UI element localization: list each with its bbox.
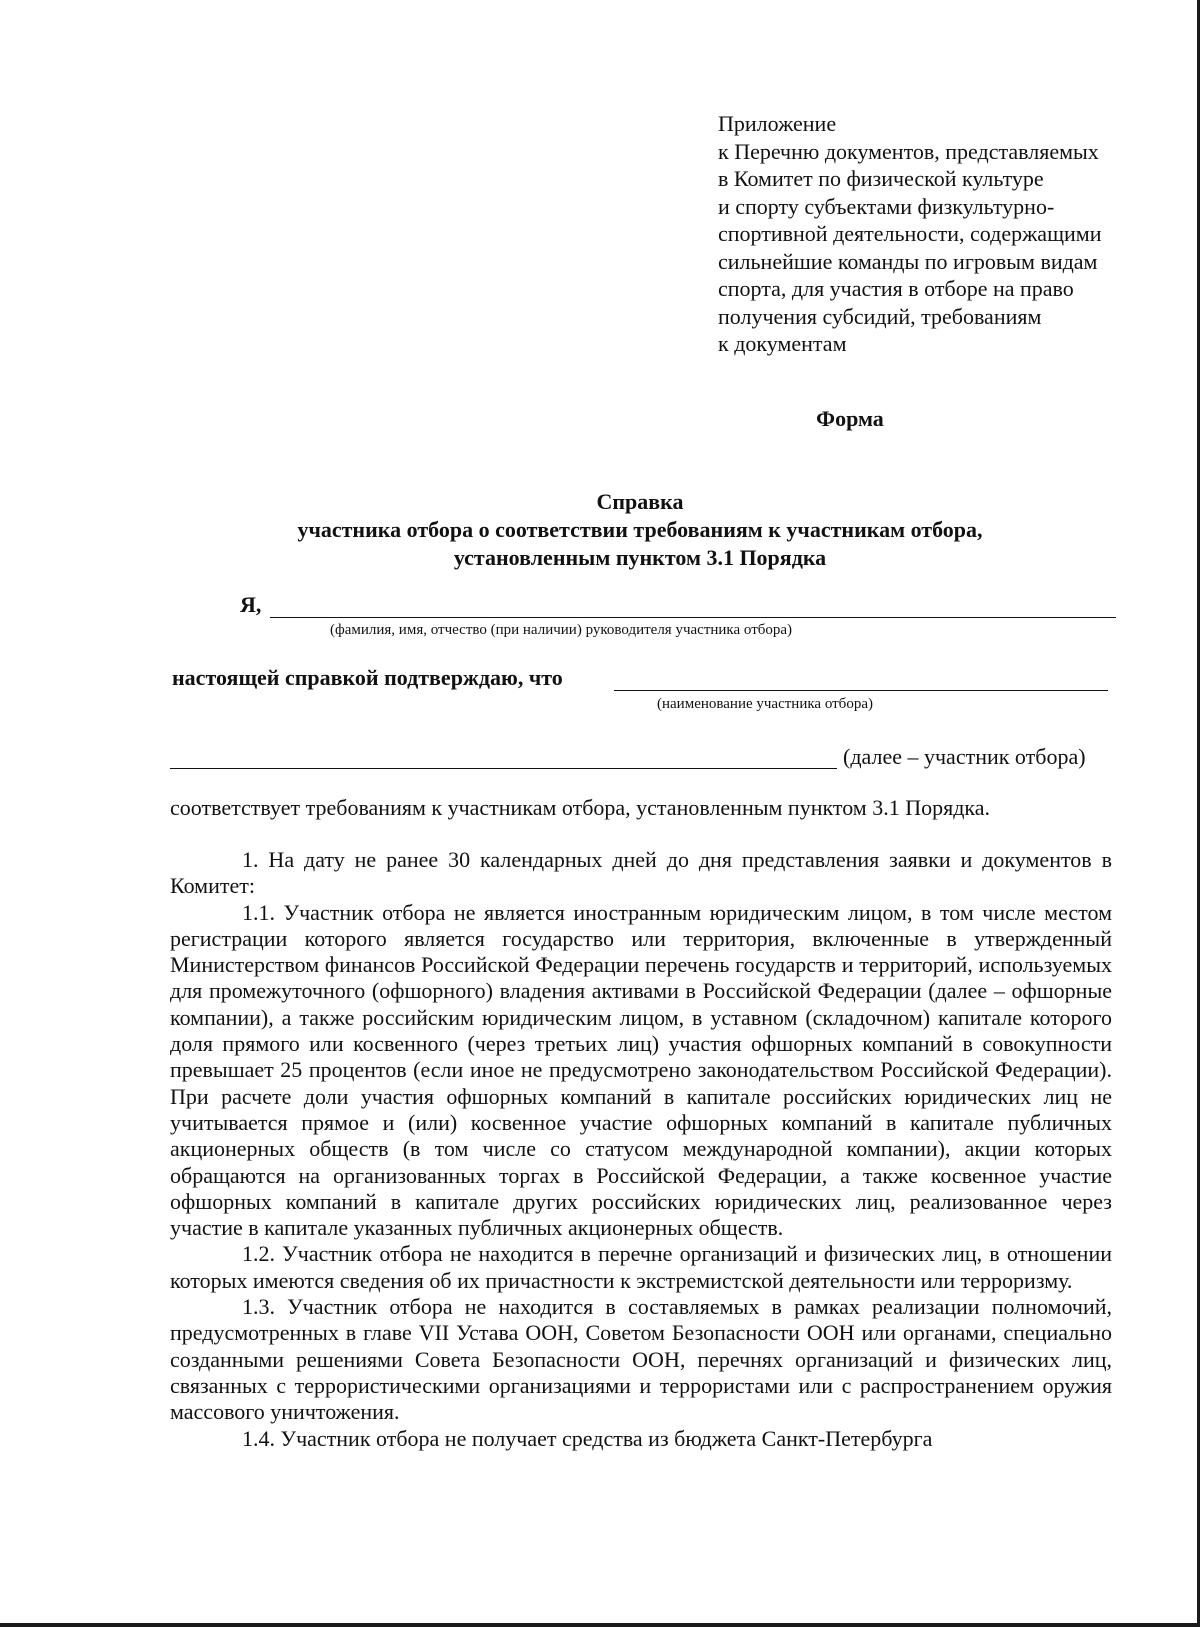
paragraph-1-4: 1.4. Участник отбора не получает средства из бюджета Санкт-Петербурга bbox=[242, 1425, 933, 1451]
appendix-line: к документам bbox=[718, 331, 847, 356]
participant-name-continued-field[interactable] bbox=[170, 768, 837, 769]
requirements-list bbox=[170, 847, 1112, 1452]
appendix-line: к Перечню документов, представляемых bbox=[718, 138, 1099, 164]
conformance-statement: соответствует требованиям к участникам отбора, установленным пунктом 3.1 Порядка. bbox=[170, 795, 991, 820]
appendix-header bbox=[718, 110, 1158, 358]
appendix-line: Приложение bbox=[718, 111, 837, 136]
title-line-2: участника отбора о соответствии требованиям к участникам отбора, bbox=[297, 517, 983, 542]
participant-name-field[interactable] bbox=[614, 690, 1108, 691]
appendix-line: получения субсидий, требованиям bbox=[718, 303, 1042, 329]
title-line-1: Справка bbox=[596, 489, 684, 514]
appendix-line: в Комитет по физической культуре bbox=[718, 166, 1044, 191]
appendix-line: и спорту субъектами физкультурно- bbox=[718, 193, 1055, 219]
hereinafter-label: (далее – участник отбора) bbox=[843, 744, 1086, 769]
scan-border-bottom bbox=[0, 1623, 1200, 1627]
appendix-line: сильнейшие команды по игровым видам bbox=[718, 248, 1098, 274]
ya-label: Я, bbox=[240, 592, 262, 617]
document-title bbox=[170, 488, 1110, 572]
participant-name-caption: (наименование участника отбора) bbox=[657, 696, 873, 712]
form-label: Форма bbox=[816, 406, 884, 431]
paragraph-1-1: 1.1. Участник отбора не является иностранным юридическим лицом, в том числе местом регистрации которого является государство или территория, включенные в утвержденный Министерством финансов Российской Федерации перечень государств и территорий, используемых для промежуточного (офшорного) владения активами в Российской Федерации (далее – офшорные компании), а также российским юридическим лицом, в уставном (складочном) капитале которого доля прямого или косвенного (через третьих лиц) участия офшорных компаний в совокупности превышает 25 процентов (если иное не предусмотрено законодательством Российской Федерации). При расчете доли участия офшорных компаний в капитале российских юридических лиц не учитывается прямое и (или) косвенное участие офшорных компаний в капитале публичных акционерных обществ (в том числе со статусом международной компании), акции которых обращаются на организованных торгах в Российской Федерации, а также косвенное участие офшорных компаний в капитале других российских юридических лиц, реализованное через участие в капитале указанных публичных акционерных обществ. bbox=[170, 899, 1112, 1241]
head-name-caption: (фамилия, имя, отчество (при наличии) руководителя участника отбора) bbox=[330, 622, 793, 638]
paragraph-1-3: 1.3. Участник отбора не находится в составляемых в рамках реализации полномочий, предусмотренных в главе VII Устава ООН, Советом Безопасности ООН или органами, специально созданными решениями Совета Безопасности ООН, перечнях организаций и физических лиц, связанных с террористическими организациями и террористами или с распространением оружия массового уничтожения. bbox=[170, 1294, 1112, 1425]
head-name-field[interactable] bbox=[270, 617, 1116, 618]
paragraph-1: 1. На дату не ранее 30 календарных дней до дня представления заявки и документов в Комитет: bbox=[170, 847, 1112, 899]
confirm-label: настоящей справкой подтверждаю, что bbox=[172, 665, 563, 690]
appendix-line: спорта, для участия в отборе на право bbox=[718, 276, 1074, 301]
title-line-3: установленным пунктом 3.1 Порядка bbox=[453, 545, 827, 570]
appendix-line: спортивной деятельности, содержащими bbox=[718, 221, 1102, 246]
paragraph-1-2: 1.2. Участник отбора не находится в перечне организаций и физических лиц, в отношении которых имеются сведения об их причастности к экстремистской деятельности или терроризму. bbox=[170, 1241, 1112, 1293]
